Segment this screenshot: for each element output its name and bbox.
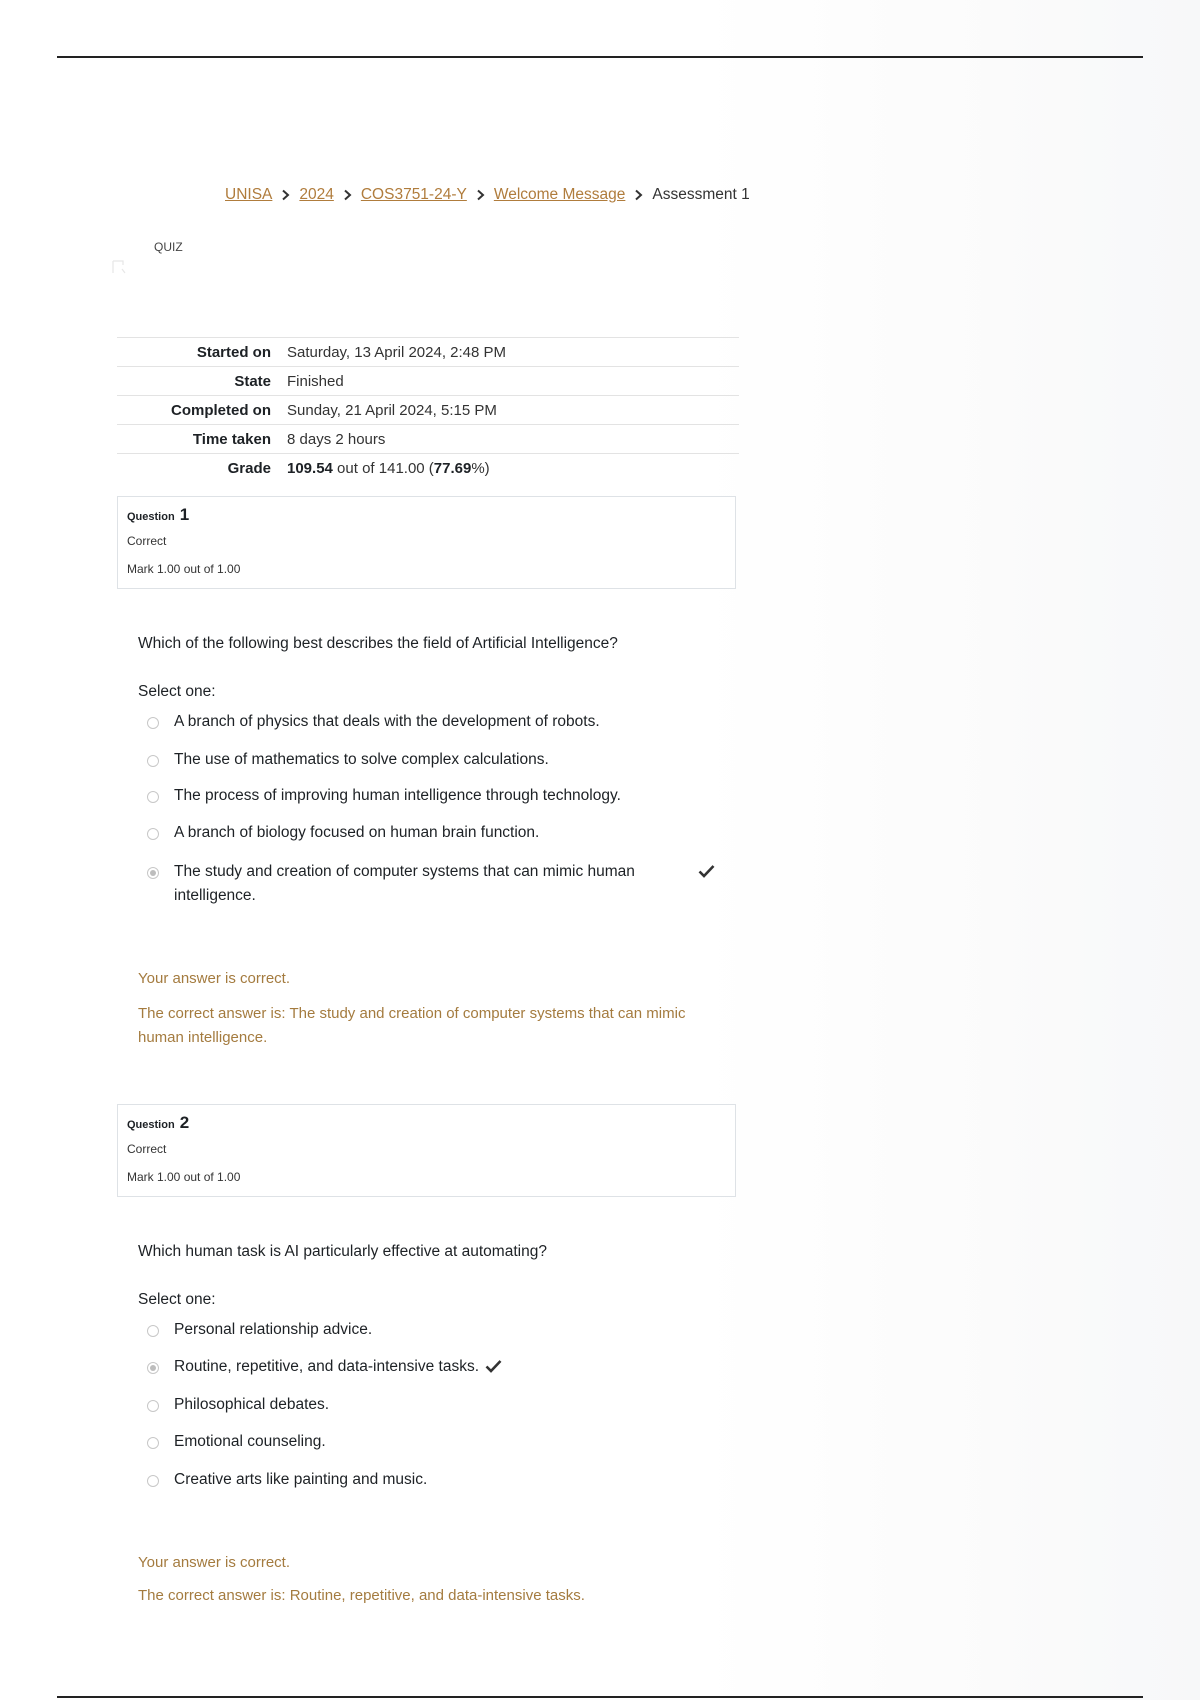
summary-label: Started on: [196, 343, 271, 361]
question-mark: Mark 1.00 out of 1.00: [127, 562, 241, 576]
answer-option[interactable]: [147, 1322, 372, 1342]
question-mark: Mark 1.00 out of 1.00: [127, 1170, 241, 1184]
quiz-icon: [110, 258, 128, 276]
question-state: Correct: [127, 534, 167, 548]
feedback-correct-answer: The correct answer is: Routine, repetitive, and data-intensive tasks.: [138, 1587, 585, 1604]
summary-label: Time taken: [192, 430, 271, 448]
radio-button[interactable]: [147, 717, 159, 729]
grade-score: 109.54: [287, 459, 333, 477]
grade-value: [281, 454, 739, 483]
bottom-rule: [57, 1696, 1143, 1698]
answer-option[interactable]: [147, 1434, 326, 1454]
summary-row-grade: [117, 454, 739, 483]
answer-text: Philosophical debates.: [174, 1396, 330, 1413]
answer-text: Routine, repetitive, and data-intensive tasks.: [174, 1358, 480, 1375]
question-info-box: [117, 1104, 736, 1197]
answer-text: Personal relationship advice.: [174, 1321, 373, 1338]
summary-label: Completed on: [171, 401, 271, 419]
answer-option[interactable]: [147, 714, 600, 734]
summary-label: Grade: [227, 459, 271, 477]
question-state: Correct: [127, 1142, 167, 1156]
answer-text: The study and creation of computer systems that can mimic human intelligence.: [174, 863, 635, 904]
question-label: Question: [127, 511, 175, 523]
radio-button[interactable]: [147, 1475, 159, 1487]
chevron-right-icon: [343, 189, 352, 201]
select-one-label: Select one:: [138, 1291, 216, 1308]
answer-option[interactable]: [147, 1472, 427, 1492]
breadcrumb: [225, 186, 750, 204]
breadcrumb-current: Assessment 1: [652, 186, 750, 203]
question-number-value: 2: [179, 1113, 190, 1132]
summary-row-time: [117, 425, 739, 454]
question-text: Which of the following best describes the field of Artificial Intelligence?: [138, 635, 618, 652]
feedback-correct-answer: The correct answer is: The study and creation of computer systems that can mimic human intelligence.: [138, 1005, 686, 1046]
radio-button-selected[interactable]: [147, 867, 159, 879]
summary-value: 8 days 2 hours: [287, 430, 386, 448]
answer-option[interactable]: [147, 788, 621, 808]
radio-button[interactable]: [147, 1325, 159, 1337]
breadcrumb-link-welcome[interactable]: Welcome Message: [493, 186, 626, 203]
answer-text: The process of improving human intelligence through technology.: [174, 787, 621, 804]
radio-button[interactable]: [147, 1400, 159, 1412]
feedback-result: Your answer is correct.: [138, 970, 291, 987]
grade-percent: 77.69: [433, 459, 472, 477]
answer-text: Creative arts like painting and music.: [174, 1471, 428, 1488]
grade-end: %): [471, 459, 490, 477]
radio-button[interactable]: [147, 828, 159, 840]
question-label: Question: [127, 1119, 175, 1131]
breadcrumb-link-course[interactable]: COS3751-24-Y: [360, 186, 467, 203]
select-one-label: Select one:: [138, 683, 216, 700]
answer-option[interactable]: [147, 752, 549, 772]
breadcrumb-link-unisa[interactable]: UNISA: [225, 186, 273, 203]
question-number: [127, 1113, 189, 1133]
summary-label: State: [234, 372, 271, 390]
summary-value: Saturday, 13 April 2024, 2:48 PM: [287, 343, 507, 361]
answer-option[interactable]: [147, 825, 539, 845]
breadcrumb-link-year[interactable]: 2024: [299, 186, 334, 203]
activity-type-label: QUIZ: [154, 240, 183, 254]
answer-option[interactable]: [147, 1397, 329, 1417]
question-info-box: [117, 496, 736, 589]
top-rule: [57, 56, 1143, 58]
answer-option-selected[interactable]: [147, 1359, 502, 1379]
checkmark-icon: [698, 864, 715, 878]
answer-option-selected[interactable]: [147, 864, 715, 908]
checkmark-icon: [485, 1359, 502, 1373]
answer-text: The use of mathematics to solve complex calculations.: [174, 751, 549, 768]
attempt-summary-table: [117, 337, 739, 482]
question-number: [127, 505, 189, 525]
question-number-value: 1: [179, 505, 190, 524]
summary-row-state: [117, 367, 739, 396]
chevron-right-icon: [281, 189, 290, 201]
summary-value: Sunday, 21 April 2024, 5:15 PM: [287, 401, 497, 419]
answer-text: A branch of physics that deals with the development of robots.: [174, 713, 600, 730]
feedback-result: Your answer is correct.: [138, 1554, 291, 1571]
summary-value: Finished: [287, 372, 344, 390]
answer-text: Emotional counseling.: [174, 1433, 326, 1450]
chevron-right-icon: [634, 189, 643, 201]
radio-button[interactable]: [147, 791, 159, 803]
chevron-right-icon: [476, 189, 485, 201]
radio-button-selected[interactable]: [147, 1362, 159, 1374]
question-text: Which human task is AI particularly effective at automating?: [138, 1243, 547, 1260]
answer-text: A branch of biology focused on human brain function.: [174, 824, 540, 841]
radio-button[interactable]: [147, 1437, 159, 1449]
summary-row-completed: [117, 396, 739, 425]
radio-button[interactable]: [147, 755, 159, 767]
summary-row-started: [117, 338, 739, 367]
grade-out-of: out of 141.00 (: [332, 459, 434, 477]
